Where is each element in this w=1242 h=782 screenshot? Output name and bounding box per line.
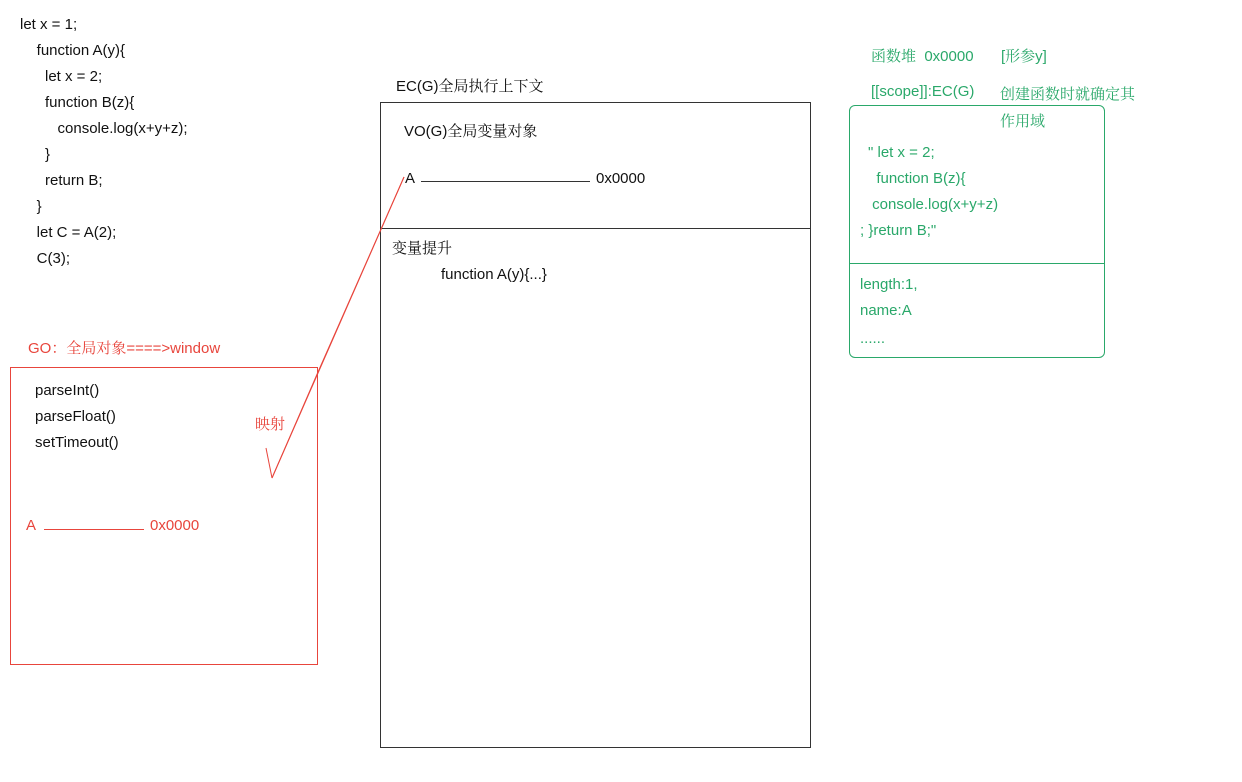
heap-body-line: console.log(x+y+z) [868,196,999,213]
code-line: function A(y){ [20,42,126,59]
go-section-title: GO：全局对象====>window [28,340,221,357]
heap-title: 函数堆 0x0000 [871,48,974,65]
hoisting-item: function A(y){...} [441,266,547,283]
code-line: let x = 2; [20,68,103,85]
go-item-parsefloat: parseFloat() [35,408,116,425]
heap-body-line: " let x = 2; [868,144,935,161]
go-item-settimeout: setTimeout() [35,434,119,451]
heap-scope-line: [[scope]]:EC(G) [871,83,975,100]
code-line: console.log(x+y+z); [20,120,188,137]
heap-prop-length: length:1, [860,276,918,293]
code-line: let C = A(2); [20,224,117,241]
code-line: } [20,146,51,163]
mapping-label: 映射 [255,416,286,433]
heap-scope-note2: 作用域 [1000,113,1046,130]
source-code-block [20,12,188,272]
hoisting-title: 变量提升 [392,240,453,257]
go-ref-connector [44,529,144,530]
ec-box [380,102,811,748]
heap-body-line: function B(z){ [868,170,966,187]
code-line: } [20,198,42,215]
ec-section-title: EC(G)全局执行上下文 [396,78,544,95]
go-item-parseint: parseInt() [35,382,100,399]
heap-body-line: ; }return B;" [860,222,937,239]
code-line: let x = 1; [20,16,78,33]
vo-ref-name: A [405,170,416,187]
heap-prop-name: name:A [860,302,912,319]
vo-ref-connector [421,181,590,182]
vo-divider [380,228,811,229]
code-line: C(3); [20,250,71,267]
vo-ref-address: 0x0000 [596,170,646,187]
code-line: return B; [20,172,103,189]
vo-title: VO(G)全局变量对象 [404,123,538,140]
heap-divider [849,263,1105,264]
go-ref-address: 0x0000 [150,517,200,534]
go-ref-name: A [26,517,37,534]
code-line: function B(z){ [20,94,135,111]
heap-scope-note: 创建函数时就确定其 [1000,86,1136,103]
heap-params: [形参y] [1001,48,1047,65]
heap-prop-ellipsis: ...... [860,330,886,347]
